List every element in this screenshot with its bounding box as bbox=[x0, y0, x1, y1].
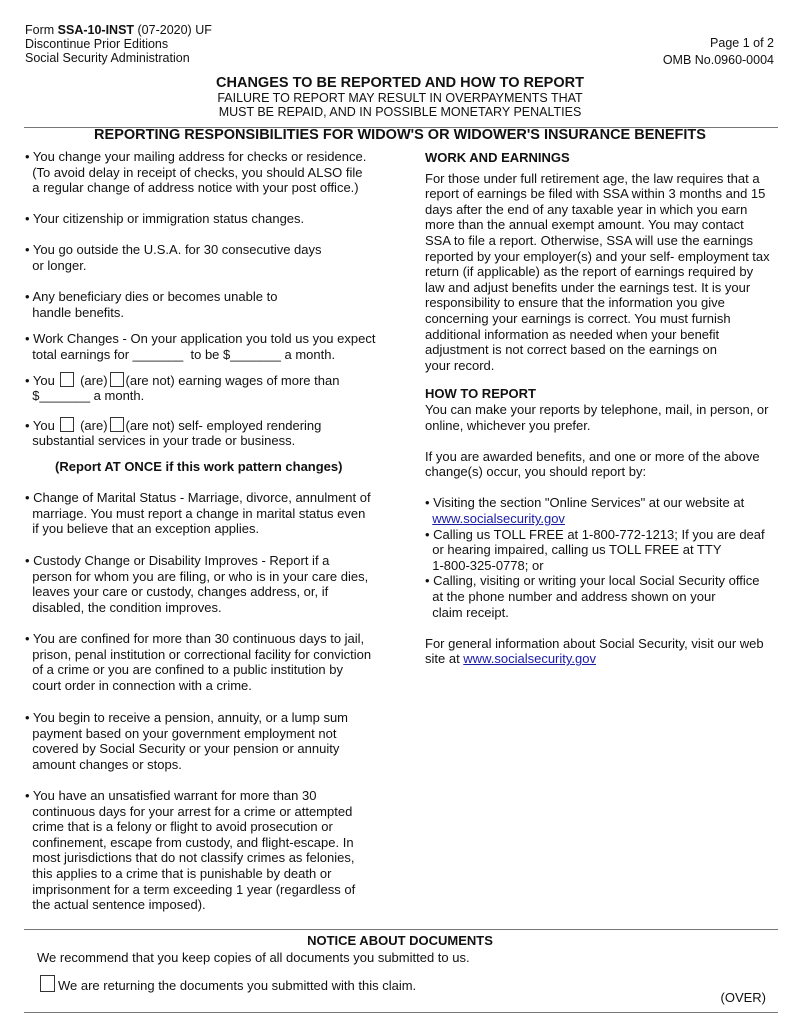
reportable-event-item bbox=[25, 553, 368, 615]
text-line: leaves your care or custody, changes address, or, if bbox=[25, 584, 329, 600]
text-line: a regular change of address notice with your post office.) bbox=[25, 180, 359, 196]
text-line: return (if applicable) as the report of earnings required by bbox=[425, 264, 754, 280]
text-line: You can make your reports by telephone, mail, in person, or bbox=[425, 401, 769, 417]
text-line: responsibility to ensure that the information you give bbox=[425, 295, 725, 311]
returning-documents-row bbox=[40, 975, 416, 993]
returning-documents-label: We are returning the documents you submitted with this claim. bbox=[58, 978, 417, 993]
reportable-event-item bbox=[25, 149, 366, 196]
reportable-event-item bbox=[25, 490, 371, 537]
text-line: 1-800-325-0778; or bbox=[425, 557, 544, 573]
general-info-prefix: site at bbox=[425, 651, 464, 667]
text-line: (To avoid delay in receipt of checks, you should ALSO file bbox=[25, 164, 363, 180]
visit-website-item: • Visiting the section "Online Services" at our website at bbox=[425, 495, 745, 511]
right-column bbox=[425, 150, 770, 667]
form-header-right bbox=[663, 35, 774, 69]
text-line: change(s) occur, you should report by: bbox=[425, 464, 647, 480]
text-line: at the phone number and address shown on your bbox=[425, 589, 716, 605]
text-line: adjustment is not correct based on the earnings on bbox=[425, 342, 717, 358]
checkbox[interactable] bbox=[60, 417, 74, 432]
reportable-event-item bbox=[25, 372, 339, 403]
text-line: or longer. bbox=[25, 257, 87, 273]
text-line: • You go outside the U.S.A. for 30 consecutive days bbox=[25, 242, 322, 257]
text-line: report of earnings be filed with SSA within 3 months and 15 bbox=[425, 186, 766, 202]
text-line: the actual sentence imposed). bbox=[25, 897, 206, 913]
text-line: more than the annual exempt amount. You may contact bbox=[425, 217, 744, 233]
text-line: If you are awarded benefits, and one or more of the above bbox=[425, 448, 760, 464]
text-line: crime that is a felony or flight to avoid prosecution or bbox=[25, 819, 333, 835]
text-line: this applies to a crime that is punishable by death or bbox=[25, 865, 332, 881]
page-title: CHANGES TO BE REPORTED AND HOW TO REPORT bbox=[216, 75, 584, 91]
text-line: confinement, escape from custody, and flight-escape. In bbox=[25, 834, 354, 850]
text-line: prison, penal institution or correctional facility for conviction bbox=[25, 646, 372, 662]
text-line: your record. bbox=[425, 357, 495, 373]
subtitle-line: FAILURE TO REPORT MAY RESULT IN OVERPAYMENTS THAT bbox=[217, 91, 583, 105]
text-line: • Calling us TOLL FREE at 1-800-772-1213; If you are deaf bbox=[425, 526, 765, 542]
divider bbox=[24, 1012, 778, 1013]
reportable-event-item bbox=[25, 788, 355, 913]
general-info-line: For general information about Social Security, visit our web bbox=[425, 635, 764, 651]
general-info bbox=[425, 636, 770, 667]
notice-heading: NOTICE ABOUT DOCUMENTS bbox=[307, 933, 493, 948]
checkbox[interactable] bbox=[60, 372, 74, 387]
website-link[interactable]: www.socialsecurity.gov bbox=[463, 651, 596, 667]
report-at-once-note bbox=[55, 459, 342, 475]
returning-documents-checkbox[interactable] bbox=[40, 975, 55, 992]
form-prefix: Form bbox=[25, 23, 58, 37]
text-line: payment based on your government employment not bbox=[25, 725, 337, 741]
form-edition: (07-2020) UF bbox=[134, 23, 212, 37]
checkbox[interactable] bbox=[110, 372, 124, 387]
text-line: days after the end of any taxable year in which you earn bbox=[425, 201, 748, 217]
section-title: REPORTING RESPONSIBILITIES FOR WIDOW'S OR WIDOWER'S INSURANCE BENEFITS bbox=[94, 127, 706, 143]
reportable-event-item bbox=[25, 710, 348, 772]
text-line: person for whom you are filing, or who is in your care dies, bbox=[25, 568, 369, 584]
text-line: marriage. You must report a change in marital status even bbox=[25, 505, 366, 521]
text-line: if you believe that an exception applies. bbox=[25, 521, 260, 537]
text-line: most jurisdictions that do not classify crimes as felonies, bbox=[25, 850, 355, 866]
agency-name: Social Security Administration bbox=[25, 51, 190, 65]
text-line: $_______ a month. bbox=[25, 387, 145, 403]
text-line: substantial services in your trade or business. bbox=[25, 432, 296, 448]
text-line: law and adjust benefits under the earnings test. It is your bbox=[425, 279, 751, 295]
text-line: claim receipt. bbox=[425, 604, 509, 620]
text-line: SSA to file a report. Otherwise, SSA will use the earnings bbox=[425, 232, 754, 248]
text-line: disabled, the condition improves. bbox=[25, 599, 222, 615]
report-methods bbox=[425, 495, 770, 620]
form-id: SSA-10-INST bbox=[57, 23, 135, 37]
text-line: reported by your employer(s) and your self- employment tax bbox=[425, 248, 770, 264]
text-line: continuous days for your arrest for a crime or attempted bbox=[25, 803, 353, 819]
reportable-event-item bbox=[25, 211, 304, 227]
subtitle-line: MUST BE REPAID, AND IN POSSIBLE MONETARY PENALTIES bbox=[218, 104, 582, 119]
subtitle bbox=[0, 92, 800, 119]
text-line: court order in connection with a crime. bbox=[25, 677, 252, 693]
page-number: Page 1 of 2 bbox=[710, 36, 774, 50]
reportable-event-item bbox=[25, 289, 277, 320]
text-line: • You are confined for more than 30 continuous days to jail, bbox=[25, 631, 365, 646]
text-line: imprisonment for a term exceeding 1 year (regardless of bbox=[25, 881, 356, 897]
text-line: • Your citizenship or immigration status changes. bbox=[25, 211, 305, 226]
text-line: • You have an unsatisfied warrant for more than 30 bbox=[25, 788, 317, 803]
notice-recommend-text: We recommend that you keep copies of all documents you submitted to us. bbox=[37, 950, 470, 965]
text-line: • Calling, visiting or writing your local Social Security office bbox=[425, 573, 760, 589]
website-link[interactable]: www.socialsecurity.gov bbox=[432, 511, 565, 527]
text-line: concerning your earnings is correct. You must furnish bbox=[425, 310, 731, 326]
call-items bbox=[425, 527, 770, 621]
text-line: • Work Changes - On your application you told us you expect bbox=[25, 331, 376, 346]
how-to-report-heading: HOW TO REPORT bbox=[425, 386, 536, 402]
text-line: covered by Social Security or your pension or annuity bbox=[25, 741, 340, 757]
over-label: (OVER) bbox=[720, 990, 766, 1005]
text-line: of a crime or you are confined to a public institution by bbox=[25, 662, 343, 678]
text-line: • You (are) (are not) earning wages of more than bbox=[25, 373, 340, 388]
text-line: total earnings for _______ to be $_______ a month. bbox=[25, 346, 336, 362]
text-line: • You change your mailing address for checks or residence. bbox=[25, 149, 367, 164]
text-line: • Change of Marital Status - Marriage, divorce, annulment of bbox=[25, 490, 371, 505]
text-line: handle benefits. bbox=[25, 304, 125, 320]
text-line: • You begin to receive a pension, annuity, or a lump sum bbox=[25, 710, 349, 725]
text-line: amount changes or stops. bbox=[25, 756, 182, 772]
text-line: additional information as needed when your benefit bbox=[425, 326, 720, 342]
awarded-text bbox=[425, 449, 770, 480]
reportable-event-item bbox=[25, 631, 371, 693]
form-header-left bbox=[25, 23, 212, 65]
reportable-event-item bbox=[25, 417, 321, 448]
text-line: • You (are) (are not) self- employed rendering bbox=[25, 418, 322, 433]
work-earnings-text bbox=[425, 171, 770, 374]
text-line: For those under full retirement age, the law requires that a bbox=[425, 170, 760, 186]
reportable-event-item bbox=[25, 331, 375, 362]
text-line: • Any beneficiary dies or becomes unable to bbox=[25, 289, 278, 304]
text-line: online, whichever you prefer. bbox=[425, 417, 591, 433]
reportable-event-item bbox=[25, 242, 322, 273]
omb-number: OMB No.0960-0004 bbox=[662, 53, 774, 67]
work-earnings-heading: WORK AND EARNINGS bbox=[425, 150, 570, 165]
discontinue-note: Discontinue Prior Editions bbox=[25, 37, 169, 51]
text-line: • Custody Change or Disability Improves - Report if a bbox=[25, 553, 330, 568]
text-line: or hearing impaired, calling us TOLL FREE at TTY bbox=[425, 542, 722, 558]
divider bbox=[24, 929, 778, 930]
how-to-report-text bbox=[425, 402, 770, 433]
text-line: (Report AT ONCE if this work pattern changes) bbox=[55, 459, 343, 474]
checkbox[interactable] bbox=[110, 417, 124, 432]
